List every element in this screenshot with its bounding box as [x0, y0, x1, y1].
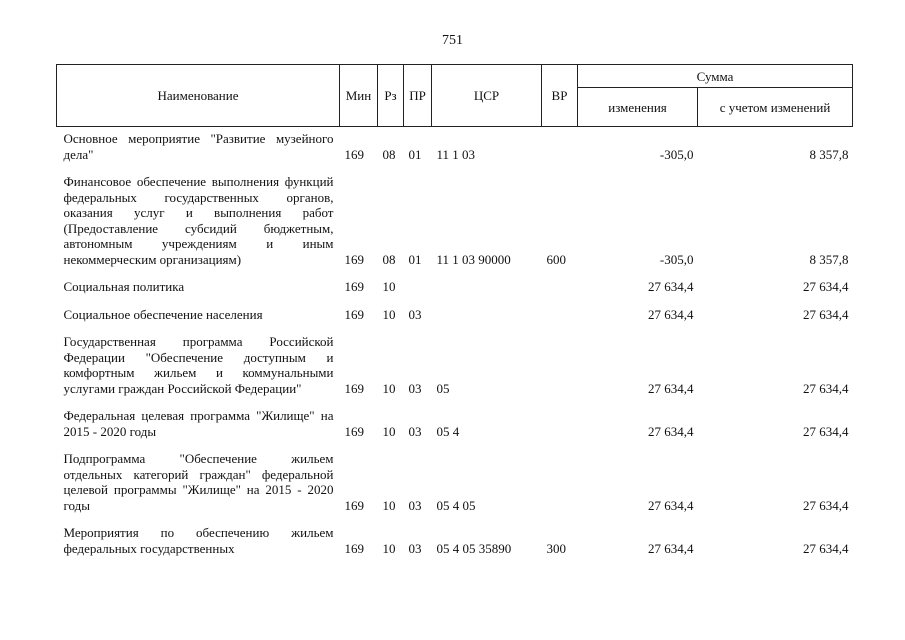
row-total: 27 634,4 [803, 423, 849, 439]
table-row [57, 168, 853, 273]
row-total: 8 357,8 [809, 251, 849, 267]
table-row [57, 127, 853, 169]
row-csr: 05 4 [436, 423, 460, 439]
table-row [57, 519, 853, 562]
row-pr: 03 [408, 306, 422, 322]
table-body [57, 127, 853, 563]
row-name: Основное мероприятие "Развитие музейного дела" [63, 131, 334, 162]
row-vr [542, 127, 578, 169]
row-pr: 03 [408, 540, 422, 556]
row-csr: 11 1 03 [436, 146, 476, 162]
row-pr [404, 273, 432, 301]
row-pr: 01 [408, 146, 422, 162]
row-min: 169 [344, 251, 364, 267]
header-vr: ВР [542, 65, 578, 127]
row-name: Федеральная целевая программа "Жилище" на 2015 - 2020 годы [63, 408, 334, 439]
row-name: Социальное обеспечение населения [63, 306, 263, 322]
row-change: 27 634,4 [648, 306, 694, 322]
row-csr: 05 4 05 [436, 497, 476, 513]
row-vr [542, 301, 578, 329]
row-vr: 300 [546, 540, 566, 556]
row-total: 27 634,4 [803, 380, 849, 396]
row-min: 169 [344, 540, 364, 556]
row-rz: 08 [382, 146, 396, 162]
row-name: Подпрограмма "Обеспечение жильем отдельных категорий граждан" федеральной целевой программы "Жилище" на 2015 - 2020 годы [63, 451, 334, 513]
row-min: 169 [344, 497, 364, 513]
row-change: 27 634,4 [648, 497, 694, 513]
row-min: 169 [344, 423, 364, 439]
row-change: 27 634,4 [648, 380, 694, 396]
row-total: 27 634,4 [803, 497, 849, 513]
row-change: 27 634,4 [648, 540, 694, 556]
header-with-change: с учетом изменений [698, 88, 853, 127]
row-rz: 10 [382, 540, 396, 556]
header-min: Мин [340, 65, 378, 127]
row-total: 27 634,4 [803, 540, 849, 556]
row-pr: 03 [408, 423, 422, 439]
row-rz: 10 [382, 497, 396, 513]
table-row [57, 445, 853, 519]
row-min: 169 [344, 380, 364, 396]
row-csr: 11 1 03 90000 [436, 251, 511, 267]
row-pr: 03 [408, 380, 422, 396]
header-name: Наименование [57, 65, 340, 127]
row-change: -305,0 [659, 251, 694, 267]
header-pr: ПР [404, 65, 432, 127]
table-row [57, 273, 853, 301]
table-row [57, 301, 853, 329]
row-csr: 05 [436, 380, 450, 396]
row-name: Государственная программа Российской Федерации "Обеспечение доступным и комфортным жильем и коммунальными услугами граждан Российской Федерации" [63, 334, 334, 396]
header-change: изменения [578, 88, 698, 127]
row-min: 169 [344, 279, 364, 294]
row-change: 27 634,4 [648, 279, 694, 294]
header-sum: Сумма [578, 65, 853, 88]
row-min: 169 [344, 146, 364, 162]
row-total: 27 634,4 [803, 279, 849, 294]
page-number: 751 [442, 33, 463, 48]
table-header [57, 65, 853, 127]
row-change: -305,0 [659, 146, 694, 162]
row-vr [542, 328, 578, 402]
header-csr: ЦСР [432, 65, 542, 127]
row-rz: 08 [382, 251, 396, 267]
row-vr: 600 [546, 251, 566, 267]
budget-table [56, 64, 853, 562]
row-min: 169 [344, 306, 364, 322]
row-name: Мероприятия по обеспечению жильем федеральных государственных [63, 525, 334, 556]
row-vr [542, 402, 578, 445]
header-rz: Рз [378, 65, 404, 127]
row-pr: 03 [408, 497, 422, 513]
row-rz: 10 [382, 306, 396, 322]
row-vr [542, 445, 578, 519]
row-rz: 10 [382, 423, 396, 439]
row-csr: 05 4 05 35890 [436, 540, 512, 556]
row-name: Социальная политика [63, 279, 185, 294]
row-pr: 01 [408, 251, 422, 267]
row-csr [432, 301, 542, 329]
row-total: 27 634,4 [803, 306, 849, 322]
row-rz: 10 [382, 380, 396, 396]
row-rz: 10 [382, 279, 396, 294]
row-vr [542, 273, 578, 301]
row-name: Финансовое обеспечение выполнения функций федеральных государственных органов, оказания услуг и выполнения работ (Предоставление субсидий бюджетным, автономным учреждениям и иным некоммерческим организациям) [63, 174, 334, 267]
table-row [57, 328, 853, 402]
row-change: 27 634,4 [648, 423, 694, 439]
row-csr [432, 273, 542, 301]
row-total: 8 357,8 [809, 146, 849, 162]
table-row [57, 402, 853, 445]
